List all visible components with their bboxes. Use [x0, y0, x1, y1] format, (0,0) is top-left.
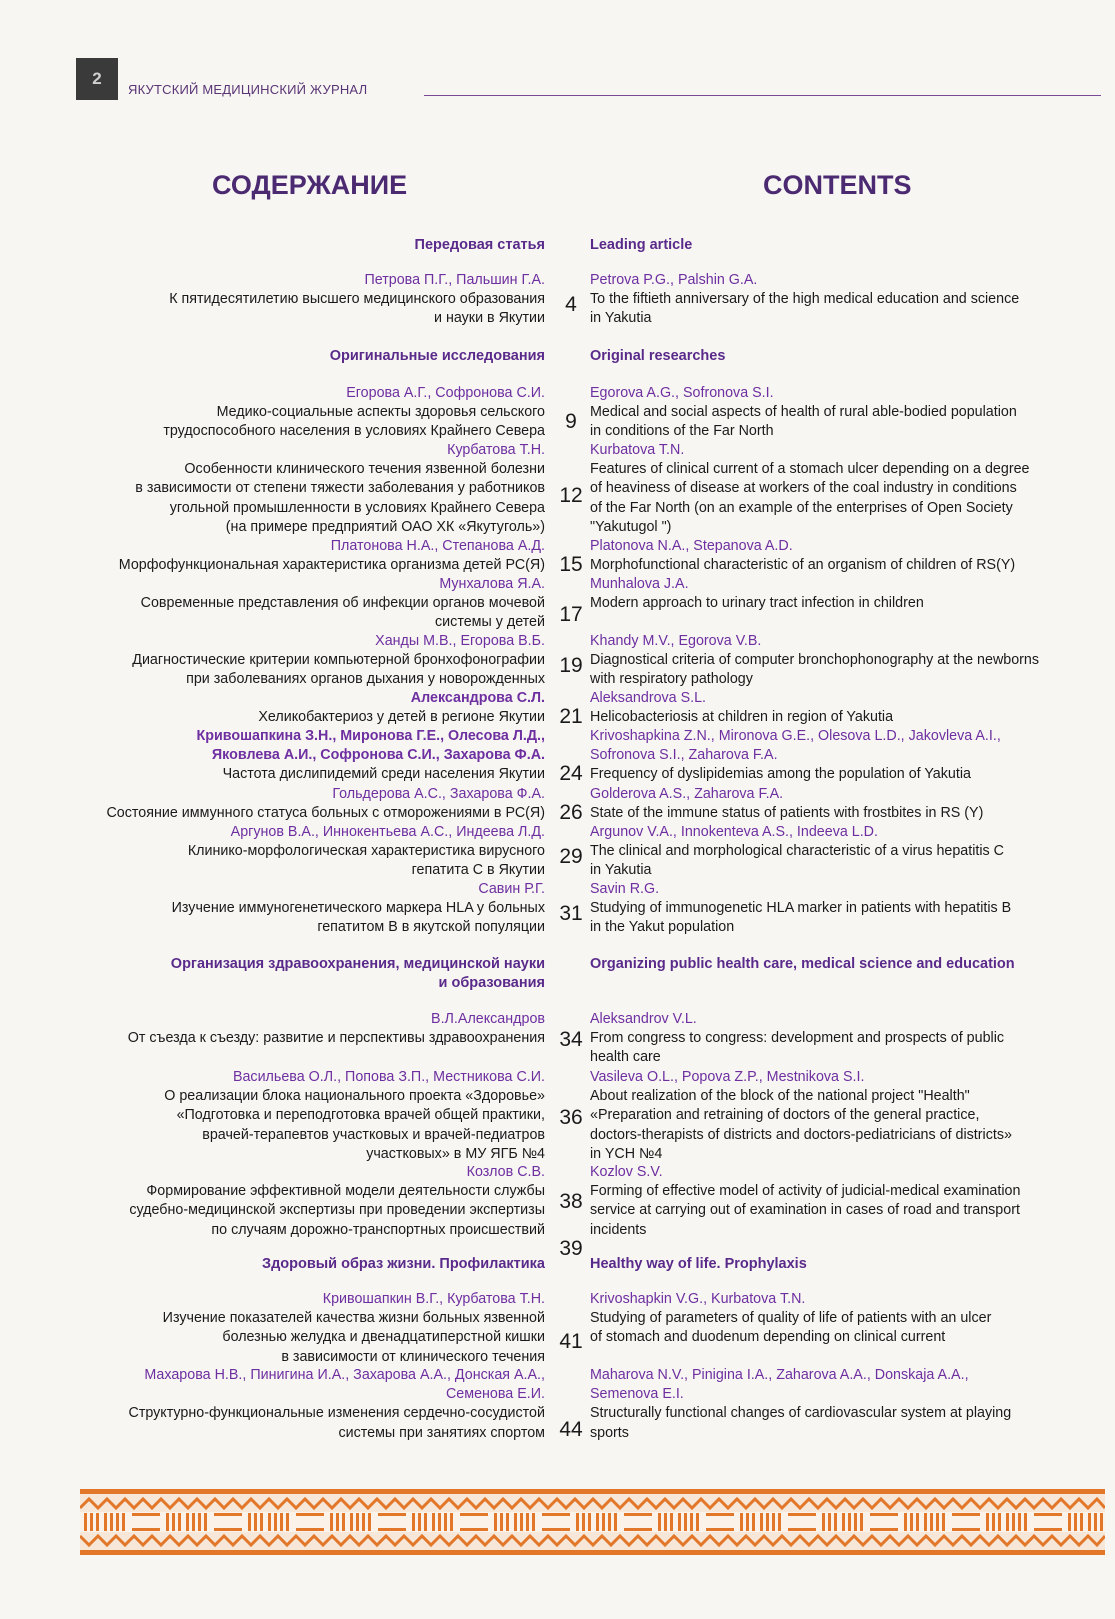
article-title-ru: системы при занятиях спортом [338, 1424, 545, 1441]
article-authors-ru: Ханды М.В., Егорова В.Б. [375, 633, 545, 649]
page-number-ref: 15 [559, 553, 583, 576]
article-authors-en: Khandy M.V., Egorova V.B. [590, 633, 762, 649]
article-authors-en: Munhalova J.A. [590, 576, 689, 592]
section-heading-en: Healthy way of life. Prophylaxis [590, 1256, 807, 1272]
article-title-en: From congress to congress: development and prospects of public [590, 1030, 1005, 1047]
article-title-en: "Yakutugol ") [590, 518, 672, 535]
article-title-ru: при заболеваниях органов дыхания у новорожденных [186, 671, 545, 688]
article-authors-ru: Кривошапкина З.Н., Миронова Г.Е., Олесова Л.Д., [196, 728, 545, 744]
article-authors-ru: Васильева О.Л., Попова З.П., Местникова С.И. [232, 1069, 545, 1085]
article-title-ru: гепатитом В в якутской популяции [317, 919, 545, 936]
section-heading-ru: Передовая статья [414, 237, 545, 253]
article-title-en: Medical and social aspects of health of rural able-bodied population [590, 404, 1017, 421]
section-heading-en: Organizing public health care, medical science and education [590, 956, 1015, 972]
article-title-ru: Морфофункциональная характеристика организма детей РС(Я) [118, 557, 545, 574]
page-number-ref: 17 [559, 603, 583, 626]
article-title-en: «Preparation and retraining of doctors of the general practice, [590, 1107, 980, 1124]
article-title-ru: в зависимости от клинического течения [281, 1348, 545, 1365]
article-authors-ru: Кривошапкин В.Г., Курбатова Т.Н. [322, 1291, 545, 1307]
article-title-en: doctors-therapists of districts and doctors-pediatricians of districts» [590, 1126, 1012, 1143]
page-header [76, 58, 1101, 102]
article-authors-ru: Курбатова Т.Н. [447, 442, 545, 458]
article-authors-ru: Платонова Н.А., Степанова А.Д. [330, 538, 545, 554]
article-title-ru: «Подготовка и переподготовка врачей общей практики, [176, 1107, 545, 1124]
header-rule [424, 95, 1101, 96]
article-title-en: Diagnostical criteria of computer bronchophonography at the newborns [590, 652, 1040, 669]
article-authors-en: Petrova P.G., Palshin G.A. [590, 272, 758, 288]
section-heading-ru: и образования [438, 975, 545, 992]
article-authors-ru: Козлов С.В. [466, 1164, 545, 1180]
article-authors-en: Platonova N.A., Stepanova A.D. [590, 538, 793, 554]
article-authors-en: Krivoshapkin V.G., Kurbatova T.N. [590, 1291, 806, 1307]
article-authors-en: Aleksandrov V.L. [590, 1011, 697, 1027]
page-number-ref: 31 [559, 902, 583, 925]
article-authors-ru: Яковлева А.И., Софронова С.И., Захарова Ф.А. [211, 747, 545, 764]
article-authors-ru: Савин Р.Г. [478, 881, 545, 897]
article-authors-en: Krivoshapkina Z.N., Mironova G.E., Olesova L.D., Jakovleva A.I., [590, 728, 1001, 744]
article-title-ru: Хеликобактериоз у детей в регионе Якутии [258, 709, 545, 726]
article-title-en: Studying of parameters of quality of life of patients with an ulcer [590, 1310, 992, 1327]
article-title-en: sports [590, 1424, 629, 1441]
article-title-ru: Структурно-функциональные изменения сердечно-сосудистой [128, 1405, 545, 1422]
article-title-en: of heaviness of disease at workers of the coal industry in conditions [590, 480, 1017, 497]
article-title-en: in YCH №4 [590, 1145, 663, 1162]
article-title-ru: Формирование эффективной модели деятельности службы [146, 1183, 545, 1200]
article-title-ru: Клинико-морфологическая характеристика вирусного [187, 843, 545, 860]
article-authors-ru: Аргунов В.А., Иннокентьева А.С., Индеева Л.Д. [230, 824, 545, 840]
page-number-ref: 29 [559, 845, 583, 868]
article-authors-ru: В.Л.Александров [431, 1011, 545, 1027]
article-title-en: incidents [590, 1221, 647, 1238]
page-number-ref: 9 [565, 410, 577, 433]
page-number-ref: 36 [559, 1106, 583, 1129]
article-title-en: in Yakutia [590, 862, 652, 879]
section-heading-ru: Оригинальные исследования [329, 348, 545, 364]
article-authors-en: Kurbatova T.N. [590, 442, 685, 458]
article-authors-en: Aleksandrova S.L. [590, 690, 707, 706]
article-title-en: with respiratory pathology [590, 671, 753, 688]
article-authors-ru: Петрова П.Г., Пальшин Г.А. [364, 272, 545, 288]
article-title-ru: системы у детей [435, 614, 545, 631]
article-authors-en: Vasileva O.L., Popova Z.P., Mestnikova S.I. [590, 1069, 865, 1085]
article-title-ru: Изучение иммуногенетического маркера HLA у больных [171, 900, 545, 917]
contents-title-ru: СОДЕРЖАНИЕ [212, 170, 408, 200]
article-title-en: in Yakutia [590, 310, 652, 327]
page-number-ref: 41 [559, 1330, 583, 1353]
article-title-ru: врачей-терапевтов участковых и врачей-педиатров [202, 1126, 545, 1143]
section-heading-en: Leading article [590, 237, 693, 253]
journal-title: ЯКУТСКИЙ МЕДИЦИНСКИЙ ЖУРНАЛ [128, 82, 368, 97]
contents-title-en: CONTENTS [763, 170, 912, 200]
article-title-ru: Частота дислипидемий среди населения Якутии [222, 766, 545, 783]
article-authors-en: Argunov V.A., Innokenteva A.S., Indeeva L.D. [590, 824, 878, 840]
page-number-ref: 21 [559, 705, 583, 728]
article-title-en: Studying of immunogenetic HLA marker in patients with hepatitis B [590, 900, 1012, 917]
article-title-en: Helicobacteriosis at children in region of Yakutia [590, 709, 894, 726]
page-number-ref: 12 [559, 484, 583, 507]
article-title-ru: (на примере предприятий ОАО ХК «Якутуголь») [225, 518, 545, 535]
page-number-ref: 19 [559, 654, 583, 677]
ornamental-border [80, 1489, 1105, 1555]
article-title-en: State of the immune status of patients with frostbites in RS (Y) [590, 805, 984, 822]
article-authors-en: Sofronova S.I., Zaharova F.A. [590, 747, 778, 764]
article-title-ru: трудоспособного населения в условиях Крайнего Севера [163, 423, 545, 440]
article-title-ru: Диагностические критерии компьютерной бронхофонографии [132, 652, 545, 669]
article-title-ru: судебно-медицинской экспертизы при проведении экспертизы [129, 1202, 545, 1219]
article-title-en: To the fiftieth anniversary of the high medical education and science [590, 291, 1020, 308]
article-title-ru: угольной промышленности в условиях Крайнего Севера [169, 499, 545, 516]
article-authors-en: Golderova A.S., Zaharova F.A. [590, 786, 784, 802]
article-title-en: Morphofunctional characteristic of an organism of children of RS(Y) [590, 557, 1016, 574]
article-title-ru: Особенности клинического течения язвенной болезни [184, 461, 545, 478]
page-number-ref: 39 [559, 1237, 583, 1260]
article-title-en: Forming of effective model of activity of judicial-medical examination [590, 1183, 1021, 1200]
page-number-ref: 26 [559, 801, 583, 824]
article-title-ru: О реализации блока национального проекта «Здоровье» [164, 1088, 545, 1105]
article-authors-ru: Егорова А.Г., Софронова С.И. [346, 385, 545, 401]
page-number-ref: 34 [559, 1028, 583, 1051]
article-title-ru: Состояние иммунного статуса больных с отморожениями в РС(Я) [106, 805, 545, 822]
article-authors-en: Savin R.G. [590, 881, 660, 897]
page-number-ref: 38 [559, 1190, 583, 1213]
article-title-ru: по случаям дорожно-транспортных происшествий [211, 1221, 545, 1238]
article-title-en: of the Far North (on an example of the enterprises of Open Society [590, 499, 1013, 516]
article-authors-en: Semenova E.I. [590, 1386, 684, 1403]
article-title-en: of stomach and duodenum depending on clinical current [590, 1329, 946, 1346]
article-title-ru: гепатита С в Якутии [411, 862, 545, 879]
article-title-en: Modern approach to urinary tract infection in children [590, 595, 924, 612]
section-heading-en: Original researches [590, 348, 726, 364]
article-authors-ru: Гольдерова А.С., Захарова Ф.А. [332, 786, 545, 802]
section-heading-ru: Организация здравоохранения, медицинской науки [170, 956, 545, 972]
article-title-en: in conditions of the Far North [590, 423, 774, 440]
article-title-en: Features of clinical current of a stomach ulcer depending on a degree [590, 461, 1030, 478]
page-number-ref: 44 [559, 1418, 583, 1441]
article-title-en: health care [590, 1049, 661, 1066]
page-number-ref: 4 [565, 293, 577, 316]
article-title-en: Structurally functional changes of cardiovascular system at playing [590, 1405, 1012, 1422]
article-title-en: About realization of the block of the national project "Health" [590, 1088, 970, 1105]
article-title-en: The clinical and morphological characteristic of a virus hepatitis C [590, 843, 1005, 860]
article-authors-ru: Семенова Е.И. [445, 1386, 545, 1403]
page-number-ref: 24 [559, 762, 583, 785]
article-authors-en: Maharova N.V., Pinigina I.A., Zaharova A.A., Donskaja A.A., [590, 1367, 969, 1383]
section-heading-ru: Здоровый образ жизни. Профилактика [262, 1256, 545, 1272]
article-title-ru: Медико-социальные аспекты здоровья сельского [216, 404, 545, 421]
article-title-ru: в зависимости от степени тяжести заболевания у работников [135, 480, 545, 497]
article-authors-en: Egorova A.G., Sofronova S.I. [590, 385, 774, 401]
article-title-ru: участковых» в МУ ЯГБ №4 [366, 1145, 545, 1162]
page-number: 2 [76, 58, 118, 100]
article-title-ru: От съезда к съезду: развитие и перспективы здравоохранения [127, 1030, 545, 1047]
article-title-en: in the Yakut population [590, 919, 735, 936]
article-title-ru: болезнью желудка и двенадцатиперстной кишки [222, 1329, 545, 1346]
article-title-ru: К пятидесятилетию высшего медицинского образования [169, 291, 545, 308]
article-title-ru: Изучение показателей качества жизни больных язвенной [162, 1310, 545, 1327]
article-title-ru: Современные представления об инфекции органов мочевой [140, 595, 545, 612]
article-title-en: Frequency of dyslipidemias among the population of Yakutia [590, 766, 971, 783]
article-authors-ru: Мунхалова Я.А. [439, 576, 545, 592]
article-title-ru: и науки в Якутии [434, 310, 545, 327]
article-authors-en: Kozlov S.V. [590, 1164, 663, 1180]
article-authors-ru: Александрова С.Л. [410, 690, 545, 706]
article-title-en: service at carrying out of examination in cases of road and transport [590, 1202, 1020, 1219]
article-authors-ru: Махарова Н.В., Пинигина И.А., Захарова А.А., Донская А.А., [144, 1367, 545, 1383]
